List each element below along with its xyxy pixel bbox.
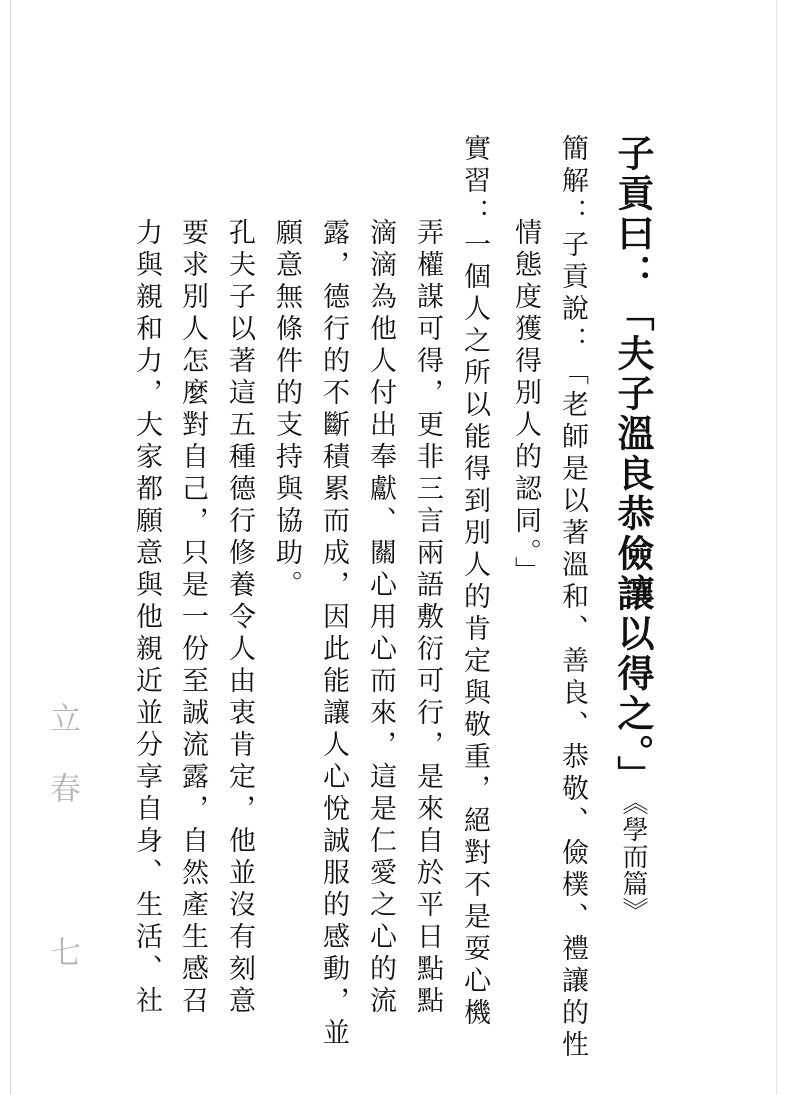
practice-line-2: 弄權謀可得，更非三言兩語敷衍可行，是來自於平日點點	[412, 218, 443, 1018]
verse-title-column	[611, 134, 655, 924]
practice-line-1: 實習：一個人之所以能得到別人的肯定與敬重，絕對不是耍心機	[459, 134, 490, 1030]
practice-line-4: 露，德行的不斷積累而成，因此能讓人心悅誠服的感動，並	[318, 218, 349, 1050]
annotation-line-2: 情態度獲得別人的認同。」	[510, 218, 541, 589]
annotation-line-1: 簡解：子貢說：「老師是以著溫和、善良、恭敬、儉樸、禮讓的性	[557, 134, 588, 1062]
verse-source: 《學而篇》	[618, 801, 648, 924]
practice-line-3: 滴滴為他人付出奉獻、關心用心而來，這是仁愛之心的流	[365, 218, 396, 1018]
page-number: 七	[44, 936, 80, 967]
page-edge-left	[10, 0, 11, 1095]
practice-line-6: 孔夫子以著這五種德行修養令人由衷肯定，他並沒有刻意	[224, 218, 255, 1018]
page-edge-right	[776, 0, 777, 1095]
practice-line-5: 願意無條件的支持與協助。	[271, 218, 302, 602]
verse-heading: 子貢曰：「夫子溫良恭儉讓以得之。」	[611, 134, 655, 796]
footer-char-2: 春	[44, 772, 80, 803]
practice-line-7: 要求別人怎麼對自己，只是一份至誠流露，自然產生感召	[177, 218, 208, 1018]
practice-line-8: 力與親和力，大家都願意與他親近並分享自身、生活、社	[131, 218, 162, 1018]
footer-char-1: 立	[44, 702, 80, 733]
